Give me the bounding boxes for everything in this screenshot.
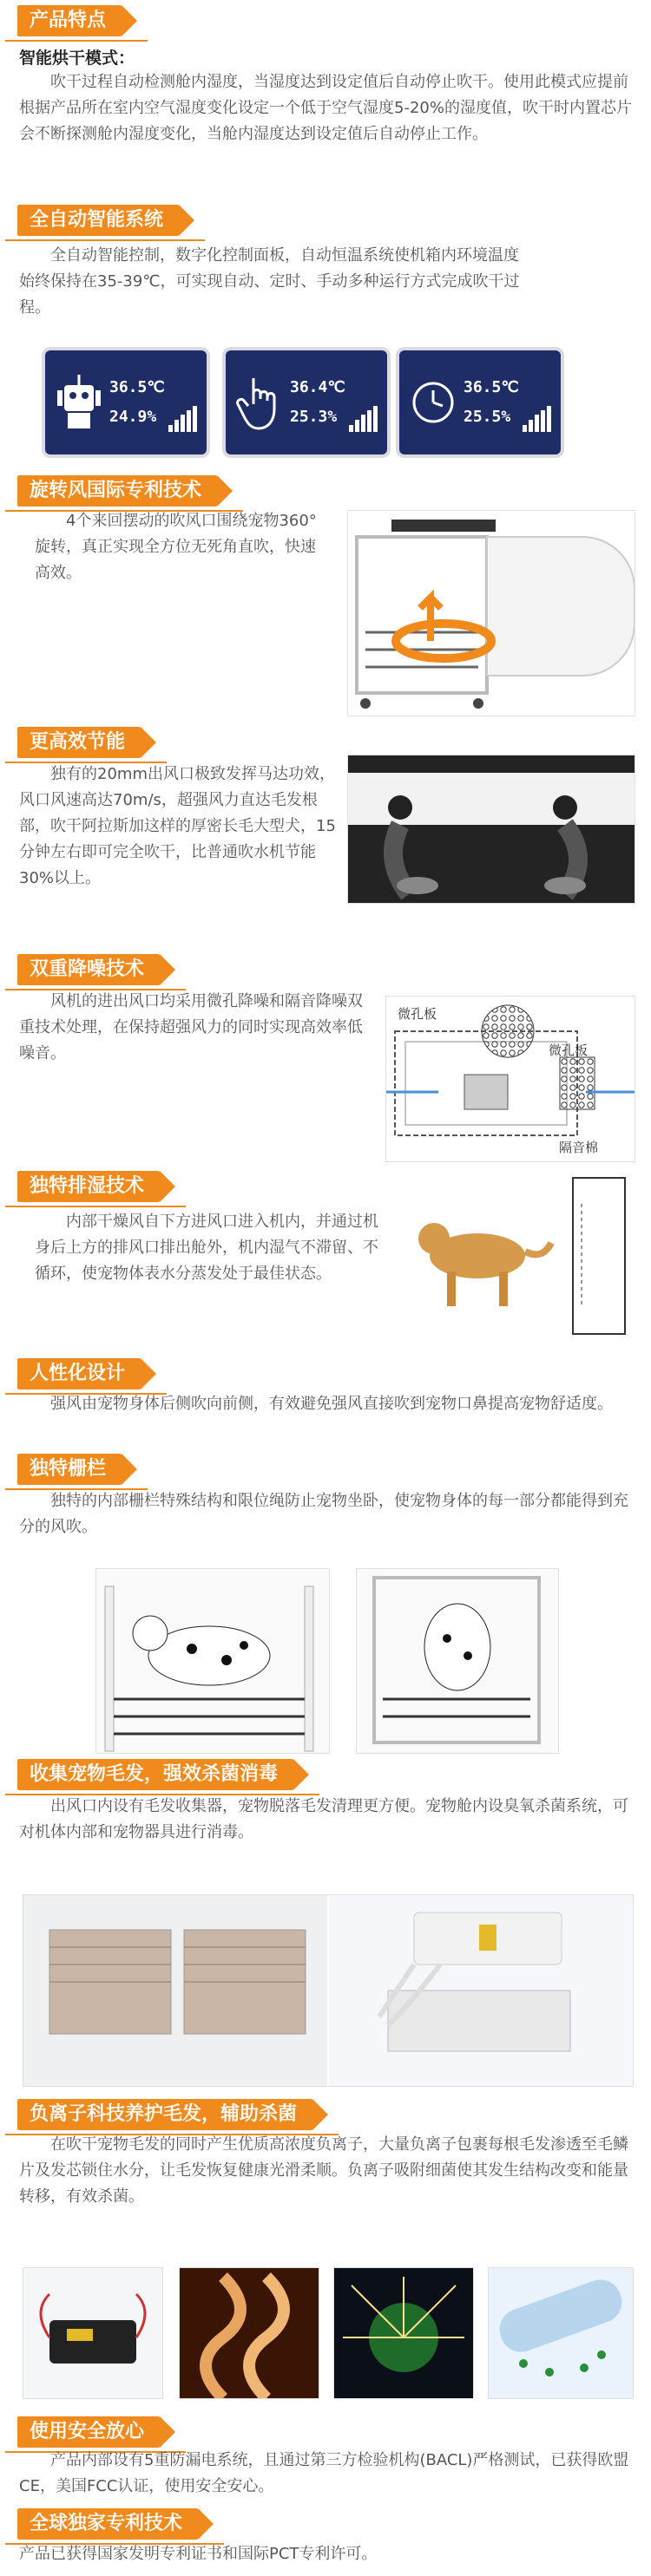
fence-image-front — [356, 1568, 559, 1754]
fence-image-side — [95, 1568, 330, 1754]
hair-collector-image — [23, 1894, 634, 2087]
control-panel-auto — [45, 350, 207, 454]
signal-bars-icon — [168, 406, 198, 432]
signal-bars-icon — [349, 406, 378, 432]
section-header-hair: 收集宠物毛发，强效杀菌消毒 — [17, 1759, 293, 1790]
ion-generator-image — [23, 2267, 163, 2399]
panel-humidity: 25.5% — [464, 408, 511, 426]
hair-cell-image — [488, 2267, 634, 2399]
section-header-rotary: 旋转风国际专利技术 — [17, 475, 217, 507]
ion-burst-image — [333, 2267, 474, 2399]
hand-icon — [236, 369, 283, 435]
section-header-features: 产品特点 — [17, 5, 122, 36]
label-microporous-a: 微孔板 — [398, 1006, 437, 1022]
section-header-auto-system: 全自动智能系统 — [17, 205, 179, 236]
control-panel-timer — [399, 350, 561, 454]
robot-icon — [56, 369, 102, 435]
safety-text: 产品内部设有5重防漏电系统，且通过第三方检验机构(BACL)严格测试，已获得欧盟CE，美国FCC认证，使用安全安心。 — [19, 2451, 629, 2495]
hair-strand-image — [179, 2267, 319, 2399]
section-header-humidity: 独特排湿技术 — [17, 1171, 160, 1202]
panel-temp: 36.5℃ — [109, 378, 165, 396]
label-sound-cotton: 隔音棉 — [559, 1140, 599, 1155]
rotary-dryer-image — [347, 510, 635, 716]
rotary-text: 4个来回摆动的吹风口围绕宠物360°旋转，真正实现全方位无死角直吹，快速高效。 — [35, 512, 317, 582]
clock-icon — [410, 369, 457, 435]
panel-humidity: 25.3% — [290, 408, 338, 426]
nozzle-image — [347, 755, 635, 904]
patent-text: 产品已获得国家发明专利证书和国际PCT专利许可。 — [19, 2545, 378, 2563]
fence-text: 独特的内部栅栏特殊结构和限位绳防止宠物坐卧，使宠物身体的每一部分都能得到充分的风吹。 — [19, 1492, 628, 1536]
label-microporous-b: 微孔板 — [549, 1043, 589, 1058]
signal-bars-icon — [523, 406, 552, 432]
control-panel-manual — [226, 350, 387, 454]
efficient-text: 独有的20mm出风口极致发挥马达功效，风口风速高达70m/s，超强风力直达毛发根部，吹干阿拉斯加这样的厚密长毛大型犬，15分钟左右即可完全吹干，比普通吹水机节能30%以上。 — [19, 765, 336, 887]
section-header-noise: 双重降噪技术 — [17, 954, 160, 985]
section-header-efficient: 更高效节能 — [17, 727, 141, 758]
noise-text: 风机的进出风口均采用微孔降噪和隔音降噪双重技术处理，在保持超强风力的同时实现高效率低噪音。 — [19, 992, 363, 1062]
smart-dry-label: 智能烘干模式： — [19, 49, 135, 68]
human-text: 强风由宠物身体后侧吹向前侧，有效避免强风直接吹到宠物口鼻提高宠物舒适度。 — [50, 1395, 613, 1413]
section-header-patent: 全球独家专利技术 — [17, 2508, 198, 2540]
section-header-safety: 使用安全放心 — [17, 2416, 160, 2448]
dog-airflow-image — [399, 1169, 634, 1343]
panel-temp: 36.4℃ — [290, 378, 345, 396]
panel-humidity: 24.9% — [109, 408, 157, 426]
panel-temp: 36.5℃ — [464, 378, 519, 396]
smart-dry-text: 吹干过程自动检测舱内湿度，当湿度达到设定值后自动停止吹干。使用此模式应提前根据产品所在室内空气湿度变化设定一个低于空气湿度5-20%的湿度值，吹干时内置芯片会不断探测舱内湿度变化，当舱内湿度达到设定值后自动停止工作。 — [19, 73, 632, 143]
section-header-ion: 负离子科技养护毛发，辅助杀菌 — [17, 2099, 312, 2130]
section-header-fence: 独特栅栏 — [17, 1454, 122, 1485]
section-header-human: 人性化设计 — [17, 1358, 141, 1389]
ion-text: 在吹干宠物毛发的同时产生优质高浓度负离子，大量负离子包裹每根毛发渗透至毛鳞片及发芯锁住水分，让毛发恢复健康光滑柔顺。负离子吸附细菌使其发生结构改变和能量转移，有效杀菌。 — [19, 2135, 628, 2206]
hair-text: 出风口内设有毛发收集器，宠物脱落毛发清理更方便。宠物舱内设臭氧杀菌系统，可对机体内部和宠物器具进行消毒。 — [19, 1797, 628, 1841]
humidity-text: 内部干燥风自下方进风口进入机内，并通过机身后上方的排风口排出舱外，机内湿气不滞留、不循环，使宠物体表水分蒸发处于最佳状态。 — [35, 1213, 378, 1283]
auto-system-text: 全自动智能控制，数字化控制面板，自动恒温系统使机箱内环境温度始终保持在35-39℃，可实现自动、定时、手动多种运行方式完成吹干过程。 — [19, 246, 520, 317]
